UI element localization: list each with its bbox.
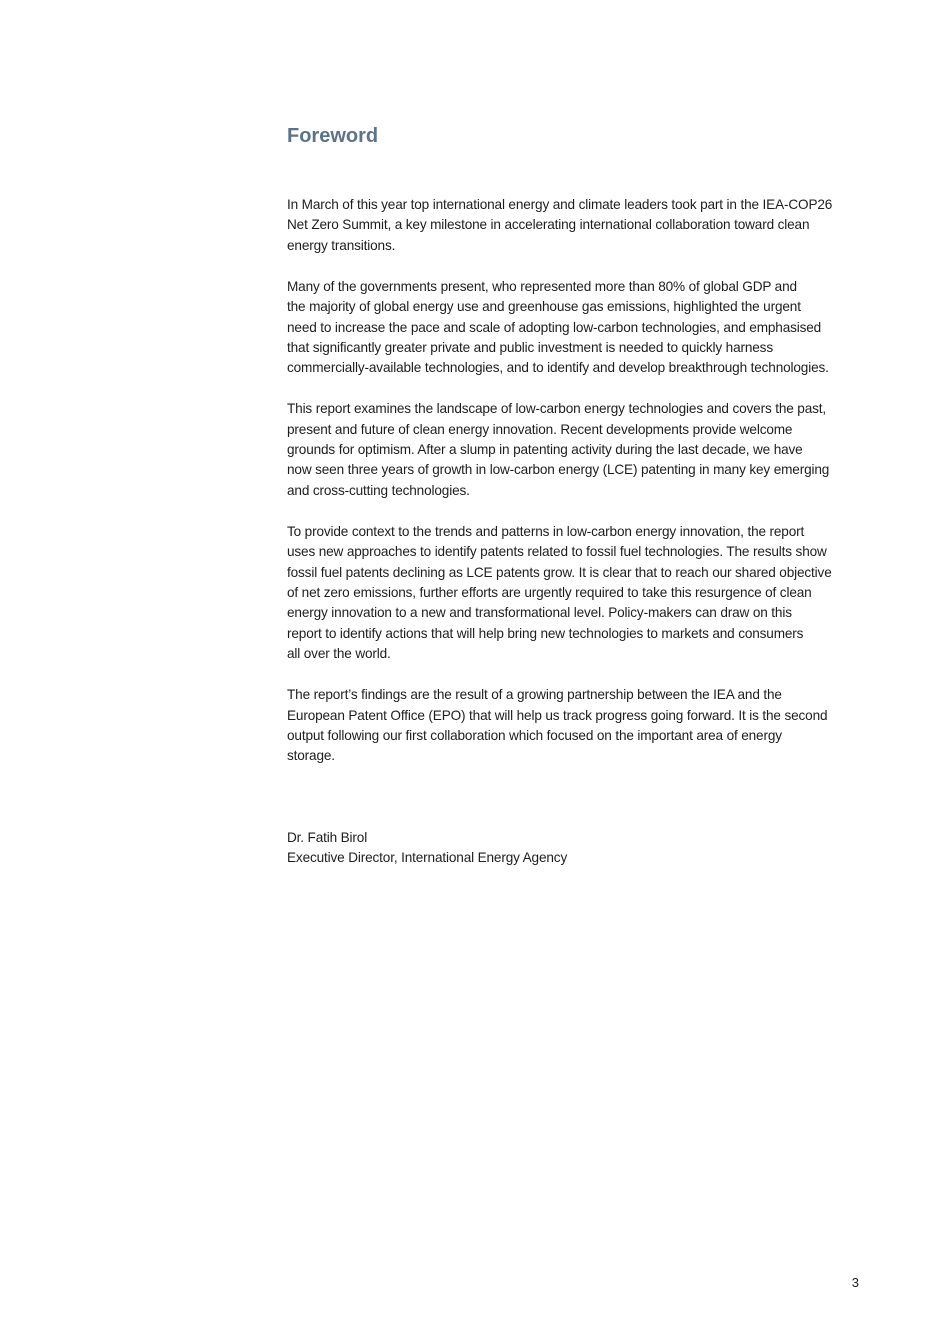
foreword-section bbox=[287, 123, 862, 869]
paragraph-3: This report examines the landscape of low-carbon energy technologies and covers the past, present and future of clean energy innovation. Recent developments provide welcome grounds for optimism. After a slump in patenting activity during the last decade, we have now seen three years of growth in low-carbon energy (LCE) patenting in many key emerging and cross-cutting technologies. bbox=[287, 401, 830, 498]
paragraph-5: The report’s findings are the result of a growing partnership between the IEA and the European Patent Office (EPO) that will help us track progress going forward. It is the second output following our first collaboration which focused on the important area of energy storage. bbox=[287, 687, 828, 764]
paragraph-2: Many of the governments present, who represented more than 80% of global GDP and the majority of global energy use and greenhouse gas emissions, highlighted the urgent need to increase the pace and scale of adopting low-carbon technologies, and emphasised that significantly greater private and public investment is needed to quickly harness commercially-available technologies, and to identify and develop breakthrough technologies. bbox=[287, 278, 829, 376]
paragraph-4: To provide context to the trends and patterns in low-carbon energy innovation, the report uses new approaches to identify patents related to fossil fuel technologies. The results show fossil fuel patents declining as LCE patents grow. It is clear that to reach our shared objective of net zero emissions, further efforts are urgently required to take this resurgence of clean energy innovation to a new and transformational level. Policy-makers can draw on this report to identify actions that will help bring new technologies to markets and consumers all over the world. bbox=[287, 523, 832, 662]
page-number: 3 bbox=[851, 1275, 859, 1290]
body-text bbox=[287, 195, 862, 767]
signature-block bbox=[287, 828, 862, 869]
page-title: Foreword bbox=[287, 125, 379, 147]
signatory-name: Dr. Fatih Birol bbox=[287, 829, 368, 845]
paragraph-1: In March of this year top international energy and climate leaders took part in the IEA-COP26 Net Zero Summit, a key milestone in accelerating international collaboration toward clean energy transitions. bbox=[287, 197, 833, 253]
signatory-role: Executive Director, International Energy Agency bbox=[287, 850, 568, 866]
